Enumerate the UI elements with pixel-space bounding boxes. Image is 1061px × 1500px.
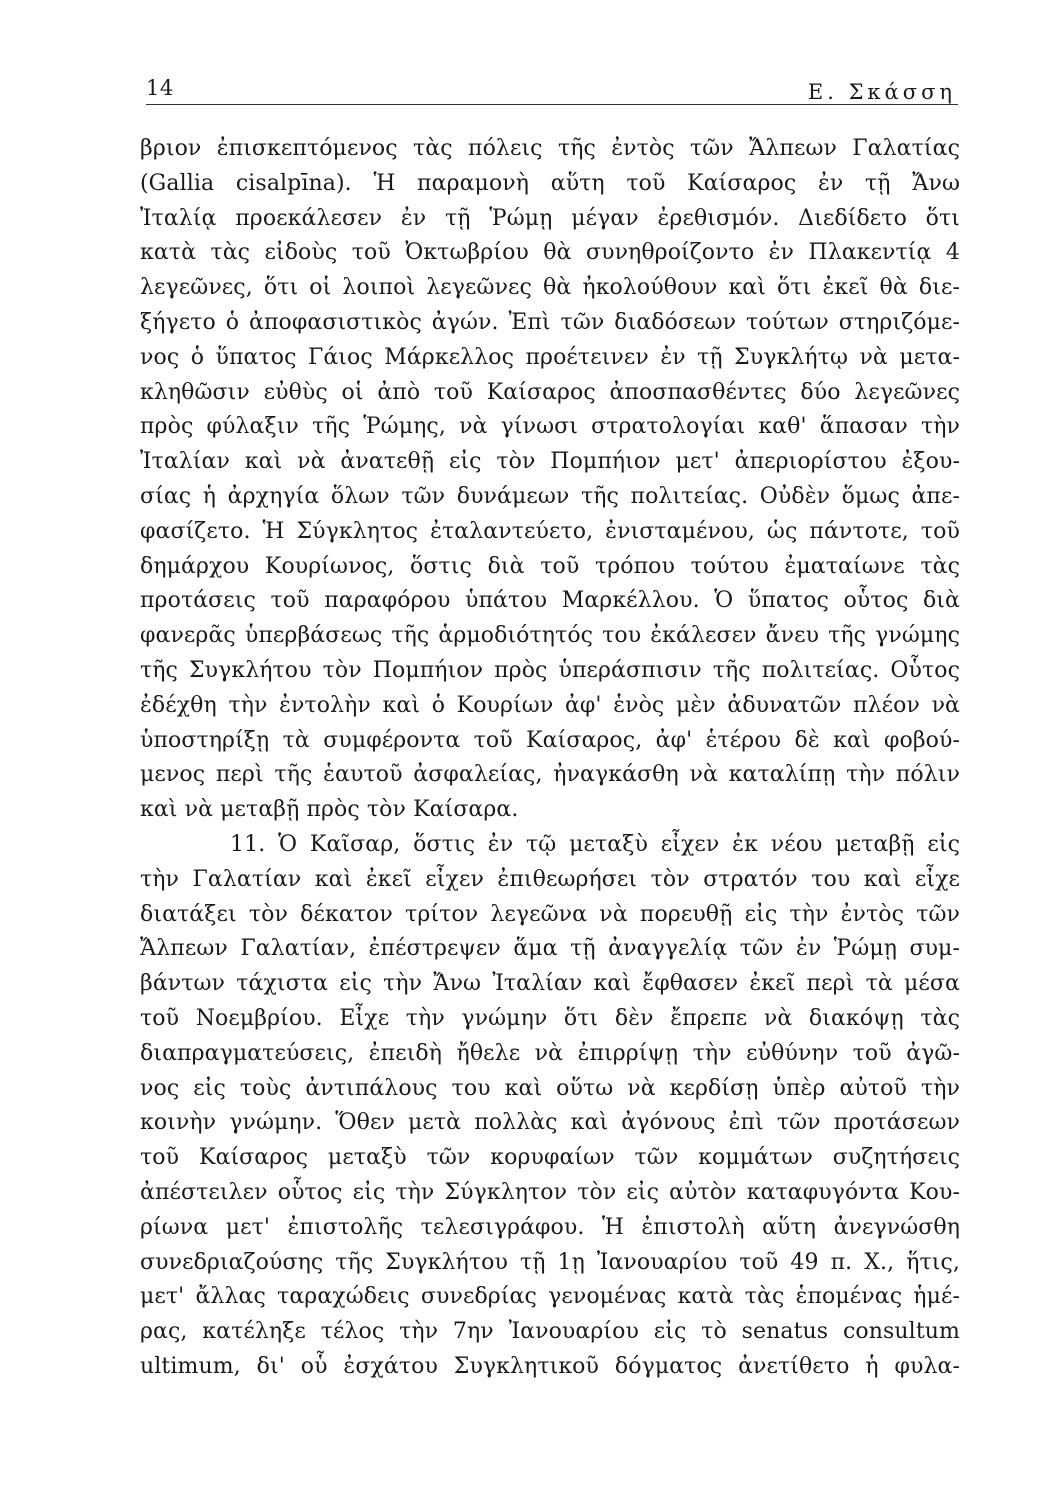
text-line: κοινὴν γνώμην. Ὅθεν μετὰ πολλὰς καὶ ἀγόνους ἐπὶ τῶν προτάσεων xyxy=(140,1110,960,1136)
text-line: διατάξει τὸν δέκατον τρίτον λεγεῶνα νὰ πορευθῇ εἰς τὴν ἐντὸς τῶν xyxy=(140,901,960,927)
text-line: ρας, κατέληξε τέλος τὴν 7ην Ἰανουαρίου εἰς τὸ senatus consultum xyxy=(140,1319,960,1345)
text-line: φανερᾶς ὑπερβάσεως τῆς ἁρμοδιότητός του ἐκάλεσεν ἄνευ τῆς γνώμης xyxy=(140,623,960,649)
text-line: τῆς Συγκλήτου τὸν Πομπήιον πρὸς ὑπεράσπισιν τῆς πολιτείας. Οὗτος xyxy=(140,657,960,683)
header-rule xyxy=(146,104,958,105)
text-line: ultimum, δι' οὗ ἐσχάτου Συγκλητικοῦ δόγματος ἀνετίθετο ἡ φυλα- xyxy=(140,1353,960,1379)
text-line: νος εἰς τοὺς ἀντιπάλους του καὶ οὕτω νὰ κερδίσῃ ὑπὲρ αὐτοῦ τὴν xyxy=(140,1075,960,1101)
text-line: βάντων τάχιστα εἰς τὴν Ἄνω Ἰταλίαν καὶ ἔφθασεν ἐκεῖ περὶ τὰ μέσα xyxy=(140,971,960,997)
text-line: Ἄλπεων Γαλατίαν, ἐπέστρεψεν ἅμα τῇ ἀναγγελίᾳ τῶν ἐν Ῥώμῃ συμ- xyxy=(140,936,960,962)
text-line: διαπραγματεύσεις, ἐπειδὴ ἤθελε νὰ ἐπιρρίψῃ τὴν εὐθύνην τοῦ ἀγῶ- xyxy=(140,1040,960,1066)
text-line: τὴν Γαλατίαν καὶ ἐκεῖ εἶχεν ἐπιθεωρήσει τὸν στρατόν του καὶ εἶχε xyxy=(140,866,960,892)
text-line: δημάρχου Κουρίωνος, ὅστις διὰ τοῦ τρόπου τούτου ἐματαίωνε τὰς xyxy=(140,553,960,579)
text-line: (Gallia cisalpīna). Ἡ παραμονὴ αὕτη τοῦ Καίσαρος ἐν τῇ Ἄνω xyxy=(140,170,960,196)
text-line: βριον ἐπισκεπτόμενος τὰς πόλεις τῆς ἐντὸς τῶν Ἄλπεων Γαλατίας xyxy=(140,136,960,161)
text-line: ξήγετο ὁ ἀποφασιστικὸς ἀγών. Ἐπὶ τῶν διαδόσεων τούτων στηριζόμε- xyxy=(140,309,960,335)
text-line: καὶ νὰ μεταβῇ πρὸς τὸν Καίσαρα. xyxy=(140,797,519,823)
text-line: πρὸς φύλαξιν τῆς Ῥώμης, νὰ γίνωσι στρατολογίαι καθ' ἅπασαν τὴν xyxy=(140,414,960,440)
running-head: Ε. Σκάσση xyxy=(807,80,956,104)
text-line: κληθῶσιν εὐθὺς οἱ ἀπὸ τοῦ Καίσαρος ἀποσπασθέντες δύο λεγεῶνες xyxy=(140,379,960,405)
page-number: 14 xyxy=(146,76,174,100)
text-line: Ἰταλίαν καὶ νὰ ἀνατεθῇ εἰς τὸν Πομπήιον μετ' ἀπεριορίστου ἐξου- xyxy=(140,449,960,475)
text-line: φασίζετο. Ἡ Σύγκλητος ἐταλαντεύετο, ἐνισταμένου, ὡς πάντοτε, τοῦ xyxy=(140,518,960,544)
text-line: τοῦ Καίσαρος μεταξὺ τῶν κορυφαίων τῶν κομμάτων συζητήσεις xyxy=(140,1145,960,1171)
text-line: Ἰταλίᾳ προεκάλεσεν ἐν τῇ Ῥώμῃ μέγαν ἐρεθισμόν. Διεδίδετο ὅτι xyxy=(140,205,960,231)
text-line: ρίωνα μετ' ἐπιστολῆς τελεσιγράφου. Ἡ ἐπιστολὴ αὕτη ἀνεγνώσθη xyxy=(140,1214,960,1240)
text-line: προτάσεις τοῦ παραφόρου ὑπάτου Μαρκέλλου. Ὁ ὕπατος οὗτος διὰ xyxy=(140,588,960,614)
text-line: ὑποστηρίξῃ τὰ συμφέροντα τοῦ Καίσαρος, ἀφ' ἑτέρου δὲ καὶ φοβού- xyxy=(140,727,960,753)
text-line: συνεδριαζούσης τῆς Συγκλήτου τῇ 1ῃ Ἰανουαρίου τοῦ 49 π. Χ., ἥτις, xyxy=(140,1249,960,1275)
text-line: λεγεῶνες, ὅτι οἱ λοιποὶ λεγεῶνες θὰ ἠκολούθουν καὶ ὅτι ἐκεῖ θὰ διε- xyxy=(140,275,960,301)
body-text xyxy=(140,132,960,1385)
text-line: σίας ἡ ἀρχηγία ὅλων τῶν δυνάμεων τῆς πολιτείας. Οὐδὲν ὅμως ἀπε- xyxy=(140,483,960,509)
text-line: ἐδέχθη τὴν ἐντολὴν καὶ ὁ Κουρίων ἀφ' ἑνὸς μὲν ἀδυνατῶν πλέον νὰ xyxy=(140,692,960,718)
text-line: μενος περὶ τῆς ἑαυτοῦ ἀσφαλείας, ἠναγκάσθη νὰ καταλίπῃ τὴν πόλιν xyxy=(140,762,960,788)
text-line: τοῦ Νοεμβρίου. Εἶχε τὴν γνώμην ὅτι δὲν ἔπρεπε νὰ διακόψῃ τὰς xyxy=(140,1005,960,1031)
page-header xyxy=(146,70,956,104)
text-line: ἀπέστειλεν οὗτος εἰς τὴν Σύγκλητον τὸν εἰς αὐτὸν καταφυγόντα Κου- xyxy=(140,1179,960,1205)
text-line: μετ' ἄλλας ταραχώδεις συνεδρίας γενομένας κατὰ τὰς ἑπομένας ἡμέ- xyxy=(140,1284,960,1310)
section-start-line: 11. Ὁ Καῖσαρ, ὅστις ἐν τῷ μεταξὺ εἶχεν ἐκ νέου μεταβῇ εἰς xyxy=(230,831,960,857)
text-line: νος ὁ ὕπατος Γάιος Μάρκελλος προέτεινεν ἐν τῇ Συγκλήτῳ νὰ μετα- xyxy=(140,344,960,370)
text-line: κατὰ τὰς εἰδοὺς τοῦ Ὀκτωβρίου θὰ συνηθροίζοντο ἐν Πλακεντίᾳ 4 xyxy=(140,240,960,266)
